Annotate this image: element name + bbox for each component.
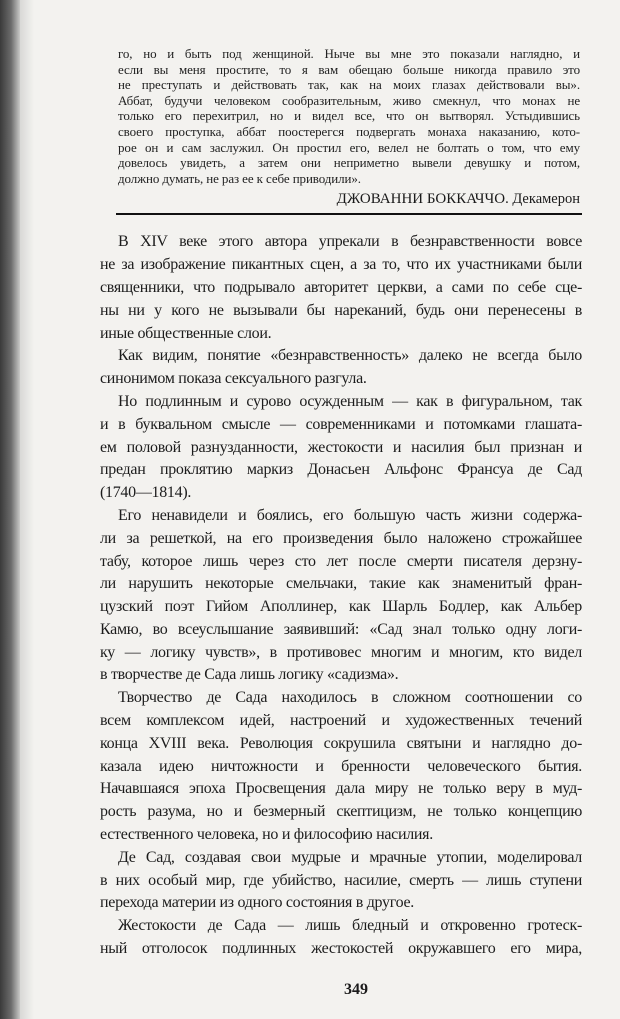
paragraph [100,915,582,961]
text-line: Но подлинным и сурово осужденным — как в фигуральном, так [118,392,582,410]
paragraph [100,847,582,915]
text-line: священники, что подрывало авторитет церкви, а сами по себе сце- [100,278,582,296]
text-line: Творчество де Сада находилось в сложном соотношении со [118,689,582,707]
quote-line: Аббат, будучи человеком сообразительным, живо смекнул, что монах не [118,92,580,108]
text-line: в них особый мир, где убийство, насилие, смерть — лишь ступени [100,871,582,889]
text-line: В XIV веке этого автора упрекали в безнравственности вовсе [118,233,582,251]
text-line: предан проклятию маркиз Донасьен Альфонс Франсуа де Сад [100,461,582,479]
text-line: Жестокости де Сада — лишь бледный и откровенно гротеск- [118,917,582,935]
paragraph [100,687,582,847]
text-line: Его ненавидели и боялись, его большую часть жизни содержа- [118,506,582,524]
quote-line: если вы меня простите, то я вам обещаю больше никогда правило это [118,61,580,77]
text-line: ны ни у кого не вызывали бы нареканий, будь они перенесены в [100,301,582,319]
text-line: ли за решеткой, на его произведения было наложено строжайшее [100,529,582,547]
quote-line: своего проступка, аббат поостерегся подвергать монаха наказанию, кото- [118,123,580,139]
paragraph [100,231,582,345]
text-line: Как видим, понятие «безнравственность» далеко не всегда было [118,347,582,365]
text-line: конца XVIII века. Революция сокрушила святыни и наглядно до- [100,734,582,752]
quote-work: . Декамерон [505,191,580,208]
main-text [100,231,582,961]
text-line: естественного человека, но и философию насилия. [100,826,433,844]
text-line: в творчестве де Сада лишь логику «садизма». [100,666,399,684]
quote-line: довелось увидеть, а затем они неприметно вывели девушку и потом, [118,155,580,171]
text-line: и в буквальном смысле — современниками и потомками глашата- [100,415,582,433]
text-line: ли нарушить некоторые смельчаки, такие как знаменитый фран- [100,575,582,593]
text-line: ку — логику чувств», в противовес многим и многим, кто видел [100,643,582,661]
quote-line: должно думать, не раз ее к себе приводили». [118,170,361,186]
quote-line: рое он и сам заслужил. Он простил его, велел не болтать о том, что ему [118,139,580,155]
text-line: Де Сад, создавая свои мудрые и мрачные утопии, моделировал [118,848,582,866]
quote-line: не преступать и действовать так, как на моих глазах действовали вы». [118,77,580,93]
text-line: не за изображение пикантных сцен, а за то, что их участниками были [100,256,582,274]
section-divider [116,213,582,215]
quote-line: только его перехитрил, но и видел все, что он вытворял. Устыдившись [118,108,580,124]
text-line: казала идею ничтожности и бренности человеческого бытия. [100,757,582,775]
page-number: 349 [344,980,368,998]
text-line: цузский поэт Гийом Аполлинер, как Шарль Бодлер, как Альбер [100,598,582,616]
paragraph [100,505,582,687]
text-line: ем половой разнузданности, жестокости и насилия был признан и [100,438,582,456]
text-line: Начавшаяся эпоха Просвещения дала миру не только веру в муд- [100,780,582,798]
text-line: Камю, во всеуслышание заявивший: «Сад знал только одну логи- [100,620,582,638]
paragraph [100,345,582,391]
text-line: табу, которое лишь через сто лет после смерти писателя дерзну- [100,552,582,570]
quote-line: го, но и быть под женщиной. Ныче вы мне это показали наглядно, и [118,46,580,61]
text-line: перехода материи из одного состояния в другое. [100,894,415,912]
text-line: ный отголосок подлинных жестокостей окружавшего его мира, [100,940,582,958]
text-line: рость разума, но и безмерный скептицизм, не только концепцию [100,803,582,821]
text-line: иные общественные слои. [100,324,272,342]
epigraph-attribution [118,190,580,208]
paragraph [100,391,582,505]
text-line: (1740—1814). [100,484,192,502]
epigraph-quote [118,46,580,186]
text-line: всем комплексом идей, настроений и художественных течений [100,712,582,730]
quote-author: ДЖОВАННИ БОККАЧЧО [336,191,506,208]
text-line: синонимом показа сексуального разгула. [100,370,367,388]
